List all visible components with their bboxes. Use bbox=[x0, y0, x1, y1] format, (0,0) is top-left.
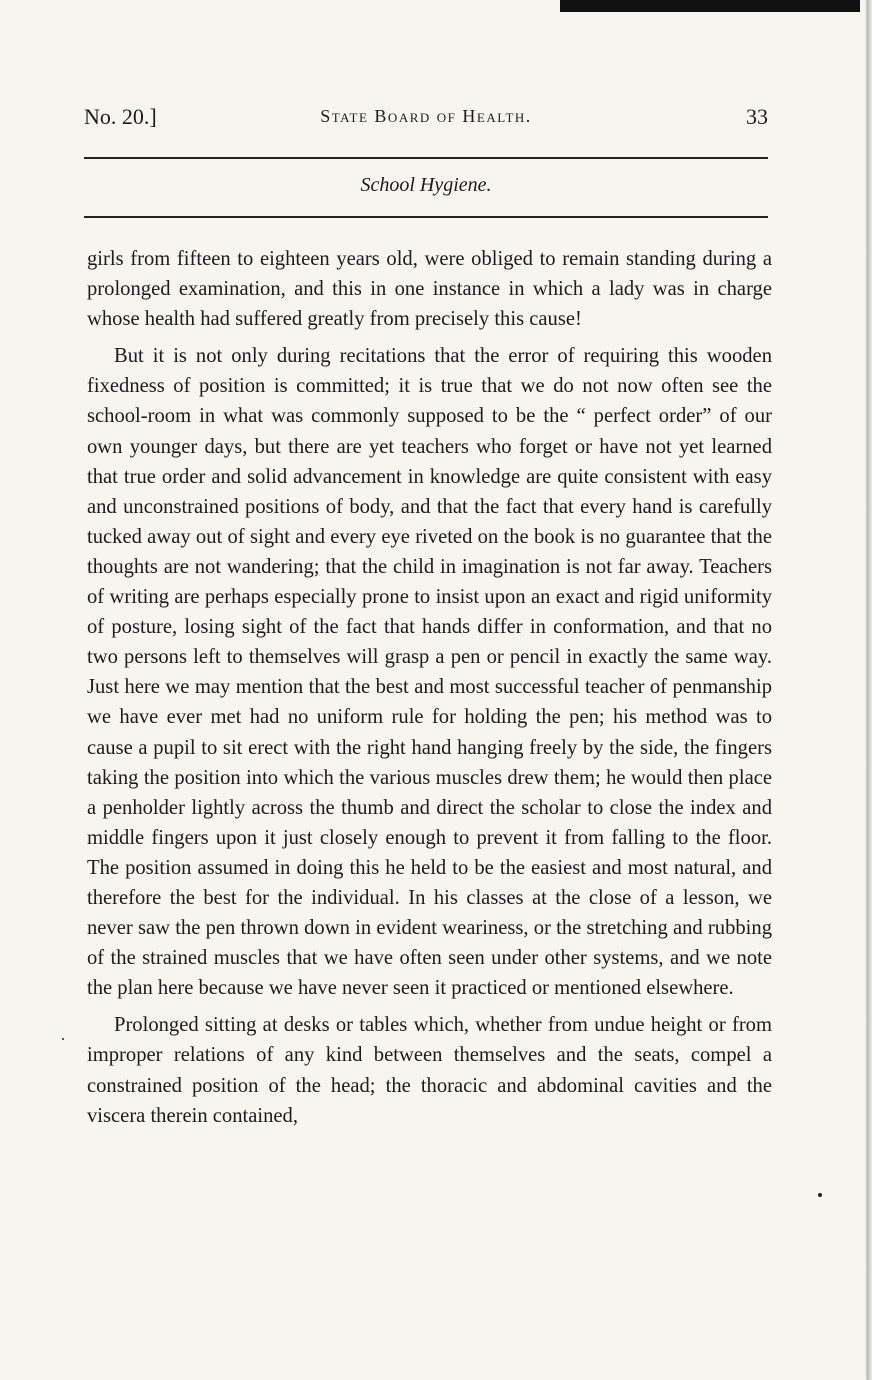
header-rule-bottom bbox=[84, 216, 768, 218]
margin-speck bbox=[62, 1038, 64, 1040]
page-number: 33 bbox=[746, 104, 768, 129]
body-text bbox=[87, 244, 772, 1131]
running-header bbox=[84, 104, 768, 134]
scan-edge-right bbox=[860, 0, 872, 1380]
header-title: State Board of Health. bbox=[320, 106, 532, 126]
paragraph: But it is not only during recitations that the error of requiring this wooden fixedness of position is committed; it is true that we do not now often see the school-room in what was commonly supposed to be the “ perfect order” of our own younger days, but there are yet teachers who forget or have not yet learned that true order and solid advancement in knowledge are quite consistent with easy and unconstrained positions of body, and that the fact that every hand is carefully tucked away out of sight and every eye riveted on the book is no guarantee that the thoughts are not wandering; that the child in imagination is not far away. Teachers of writing are perhaps especially prone to insist upon an exact and rigid uniformity of posture, losing sight of the fact that hands differ in conformation, and that no two persons left to themselves will grasp a pen or pencil in exactly the same way. Just here we may mention that the best and most successful teacher of penmanship we have ever met had no uniform rule for holding the pen; his method was to cause a pupil to sit erect with the right hand hanging freely by the side, the fingers taking the position into which the various muscles drew them; he would then place a penholder lightly across the thumb and direct the scholar to close the index and middle fingers upon it just closely enough to prevent it from falling to the floor. The position assumed in doing this he held to be the easiest and most natural, and therefore the best for the individual. In his classes at the close of a lesson, we never saw the pen thrown down in evident weariness, or the stretching and rubbing of the strained muscles that we have often seen under other systems, and we note the plan here because we have never seen it practiced or mentioned elsewhere. bbox=[87, 345, 772, 1000]
margin-speck bbox=[818, 1193, 822, 1197]
paragraph: Prolonged sitting at desks or tables which, whether from undue height or from improper relations of any kind between themselves and the seats, compel a constrained position of the head; the thoracic and abdominal cavities and the viscera therein contained, bbox=[87, 1014, 772, 1127]
section-subtitle: School Hygiene. bbox=[360, 174, 492, 196]
paragraph-continued: girls from fifteen to eighteen years old, were obliged to remain standing during a prolonged examination, and this in one instance in which a lady was in charge whose health had suffered greatly from precisely this cause! bbox=[87, 248, 772, 331]
document-number: No. 20.] bbox=[84, 104, 157, 129]
header-rule-top bbox=[84, 157, 768, 159]
scan-edge-top bbox=[560, 0, 872, 12]
